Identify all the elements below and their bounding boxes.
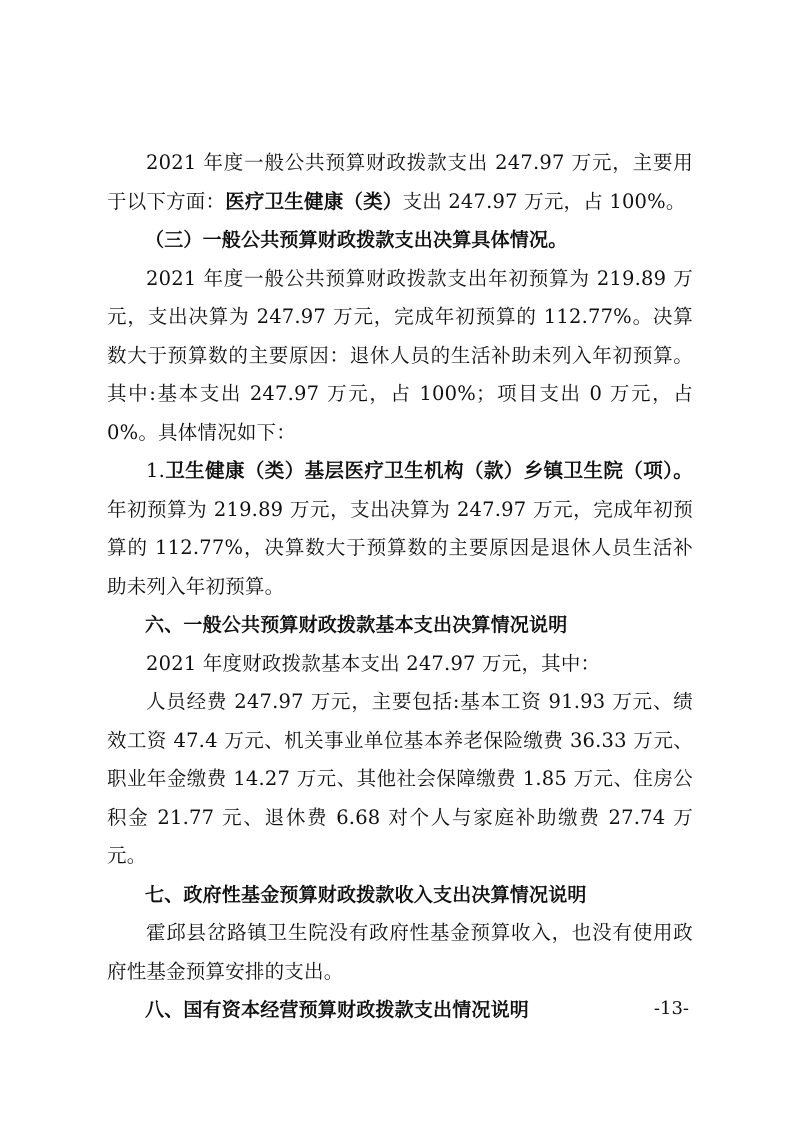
paragraph-basic-expenditure: 2021 年度财政拨款基本支出 247.97 万元，其中： (146, 651, 601, 675)
document-body (107, 144, 693, 1030)
paragraph-item-1 (107, 452, 693, 606)
section-heading-8: 八、国有资本经营预算财政拨款支出情况说明 (145, 999, 530, 1021)
paragraph-personnel-expenses: 人员经费 247.97 万元，主要包括:基本工资 91.93 万元、绩效工资 47.4 万元、机关事业单位基本养老保险缴费 36.33 万元、职业年金缴费 14.27 万元、其他社会保障缴费 1.85 万元、住房公积金 21.77 元、退休费 6.68 对个人与家庭补助缴费 27.74 万元。 (107, 690, 693, 867)
section-heading-7: 七、政府性基金预算财政拨款收入支出决算情况说明 (145, 883, 587, 906)
item-number: 1. (146, 459, 166, 482)
text-span: 2021 年度一般公共预算财政拨款支出 247.97 万元，主要用于以下方面： (107, 151, 693, 213)
paragraph-gov-fund: 霍邱县岔路镇卫生院没有政府性基金预算收入，也没有使用政府性基金预算安排的支出。 (107, 921, 693, 983)
bold-item-title: 卫生健康（类）基层医疗卫生机构（款）乡镇卫生院（项）。 (165, 459, 693, 482)
page-number: -13- (653, 998, 689, 1019)
text-span: 支出 247.97 万元，占 100%。 (402, 189, 686, 213)
section-heading-3: （三）一般公共预算财政拨款支出决算具体情况。 (145, 229, 568, 251)
text-span: 年初预算为 219.89 万元，支出决算为 247.97 万元，完成年初预算的 112.77%，决算数大于预算数的主要原因是退休人员生活补助未列入年初预算。 (107, 497, 693, 598)
section-heading-6: 六、一般公共预算财政拨款基本支出决算情况说明 (145, 614, 568, 636)
bold-category: 医疗卫生健康（类） (225, 189, 403, 213)
paragraph-expenditure-summary (107, 144, 693, 221)
paragraph-budget-detail: 2021 年度一般公共预算财政拨款支出年初预算为 219.89 万元，支出决算为 247.97 万元，完成年初预算的 112.77%。决算数大于预算数的主要原因：退休人员的生活补助未列入年初预算。其中:基本支出 247.97 万元，占 100%；项目支出 0 万元，占 0%。具体情况如下： (107, 266, 693, 444)
